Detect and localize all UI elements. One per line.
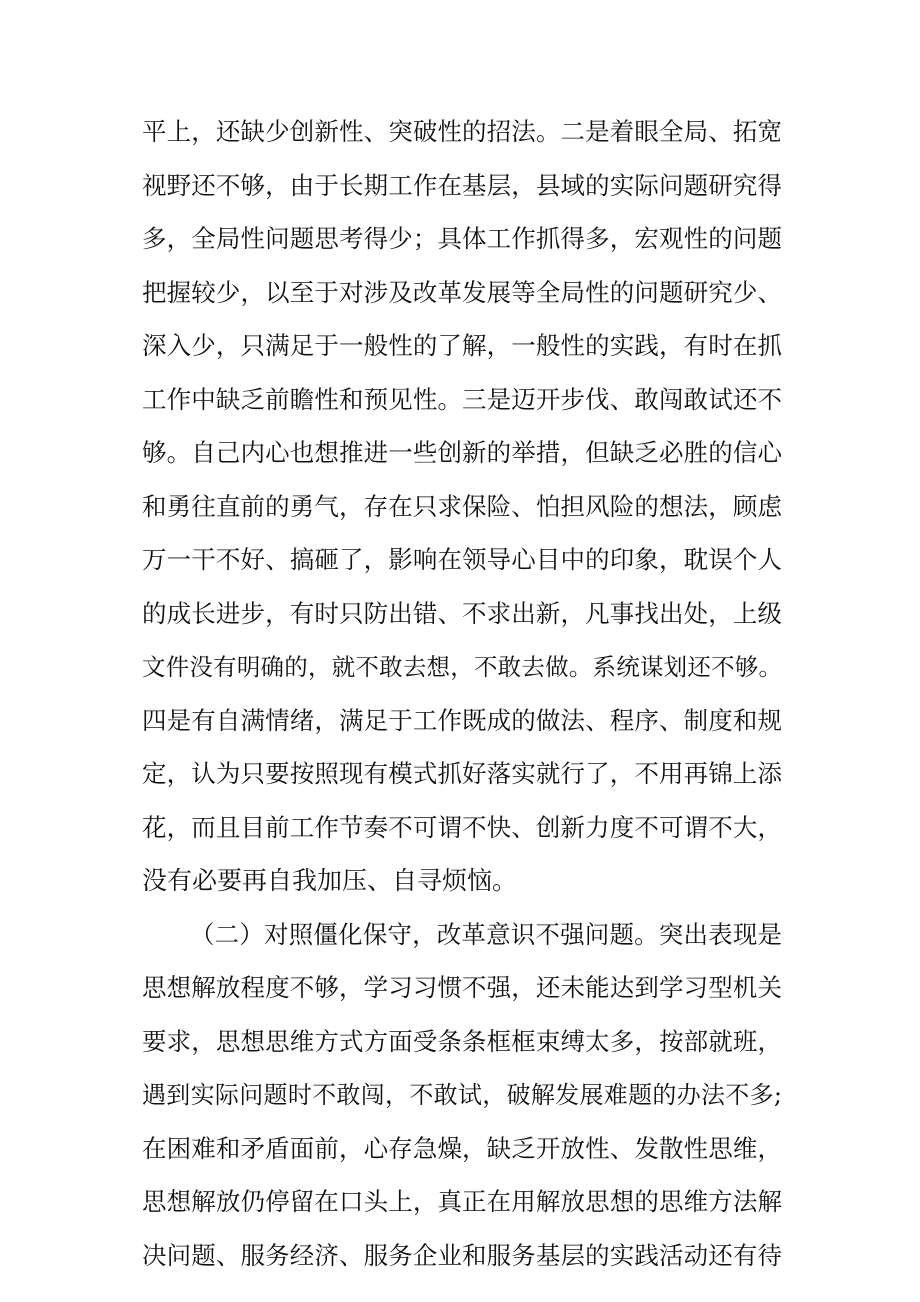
text-line: 决问题、服务经济、服务企业和服务基层的实践活动还有待 [142, 1241, 782, 1270]
text-line: 定，认为只要按照现有模式抓好落实就行了，不用再锦上添 [142, 759, 782, 788]
text-line: 和勇往直前的勇气，存在只求保险、怕担风险的想法，顾虑 [142, 492, 782, 521]
text-line: 把握较少，以至于对涉及改革发展等全局性的问题研究少、 [142, 278, 782, 307]
text-line: 万一干不好、搞砸了，影响在领导心目中的印象，耽误个人 [142, 545, 782, 574]
text-line: 平上，还缺少创新性、突破性的招法。二是着眼全局、拓宽 [142, 117, 782, 146]
text-line: 在困难和矛盾面前，心存急燥，缺乏开放性、发散性思维， [142, 1134, 782, 1163]
text-line: 够。自己内心也想推进一些创新的举措，但缺乏必胜的信心 [142, 438, 782, 467]
text-line: 深入少，只满足于一般性的了解，一般性的实践，有时在抓 [142, 331, 782, 360]
text-line: 没有必要再自我加压、自寻烦恼。 [142, 866, 518, 895]
text-line: 的成长进步，有时只防出错、不求出新，凡事找出处，上级 [142, 599, 782, 628]
text-line: 思想解放仍停留在口头上，真正在用解放思想的思维方法解 [142, 1187, 782, 1216]
text-line: 多，全局性问题思考得少；具体工作抓得多，宏观性的问题 [142, 224, 782, 253]
paragraph-heading-line: （二）对照僵化保守，改革意识不强问题。突出表现是 [190, 920, 782, 949]
text-line: 思想解放程度不够，学习习惯不强，还未能达到学习型机关 [142, 973, 782, 1002]
text-line: 工作中缺乏前瞻性和预见性。三是迈开步伐、敢闯敢试还不 [142, 385, 782, 414]
text-line: 四是有自满情绪，满足于工作既成的做法、程序、制度和规 [142, 706, 782, 735]
text-line: 文件没有明确的，就不敢去想，不敢去做。系统谋划还不够。 [142, 653, 782, 681]
text-line: 遇到实际问题时不敢闯，不敢试，破解发展难题的办法不多; [142, 1081, 782, 1109]
text-line: 视野还不够，由于长期工作在基层，县域的实际问题研究得 [142, 171, 782, 200]
text-line: 要求，思想思维方式方面受条条框框束缚太多，按部就班， [142, 1027, 782, 1056]
text-line: 花，而且目前工作节奏不可谓不快、创新力度不可谓不大， [142, 813, 782, 842]
